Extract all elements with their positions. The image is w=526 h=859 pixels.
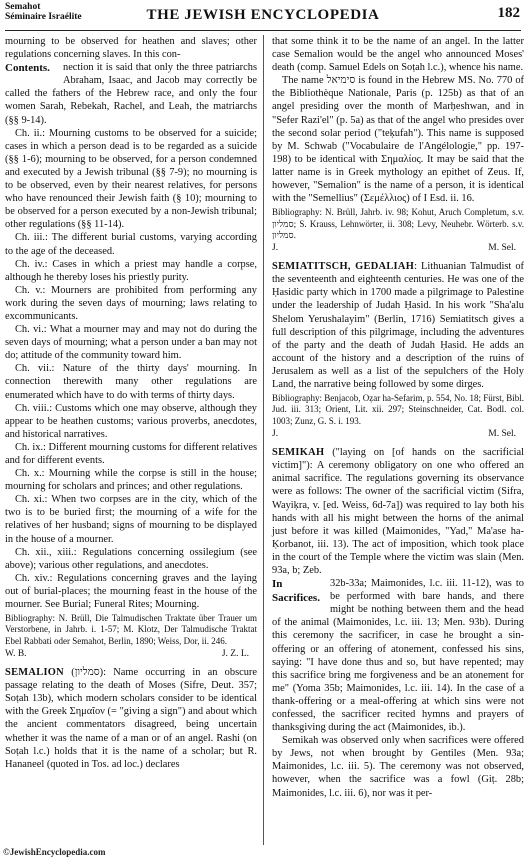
paragraph: nection it is said that only the three patriarchs Abraham, Isaac, and Jacob may correctly be called the fathers of the Hebrew race, and only the four women Sarah, Rebekah, Rachel, and Leah, the matriarchs (§§ 9-14). xyxy=(5,62,257,126)
paragraph: Ch. vi.: What a mourner may and may not do during the seven days of mourning; what a person under a ban may not do; attitude of the community toward him. xyxy=(5,324,257,362)
paragraph: The name סימיאל is found in the Hebrew MS. No. 770 of the Bibliothèque Nationale, Paris (p. 125b) as that of an angel presiding over the month of Marḥeshwan, and in "Sefer Razi'el" (p. 5a) as that of the angel who presides over the second solar period ("teḳufah"). This name is supposed by M. Schwab ("Vocabulaire de l'Angélologie," pp. 197-198) to be identical with Σημαλίος. It may be said that the latter name is in Greek mythology an epithet of Zeus. If, however, "Semalion" is the name of a person, it is identical with the "Semellius" (Σεμέλλιος) of I Esd. ii. 16. xyxy=(272,75,524,205)
entry-semiatitsch xyxy=(272,260,524,391)
paragraph: Ch. xi.: When two corpses are in the city, which of the two is to be buried first; the mourning of a wife for the relatives of her husband; signs of mourning to be displayed in the house of a mourner. xyxy=(5,494,257,545)
margin-note: In Sacrifices. xyxy=(272,578,320,605)
entry-title: SEMALION xyxy=(5,667,64,679)
paragraph: Ch. ix.: Different mourning customs for different relatives and for different events. xyxy=(5,441,257,466)
bibliography: Bibliography: Benjacob, Oẓar ha-Sefarim, p. 554, No. 18; Fürst, Bibl. Jud. iii. 313; Orient, Lit. xii. 297; Steinschneider, Cat. Bodl. col. 1003; Zunz, G. S. i. 193. xyxy=(272,393,524,426)
entry-semikah xyxy=(272,446,524,577)
bibliography: Bibliography: N. Brüll, Die Talmudischen Traktate über Trauer um Verstorbene, in Jahrb. i. 1-57; M. Klotz, Der Talmudische Traktat Ebel Rabbati oder Semahot, Berlin, 1890; Weiss, Dor, ii. 246. xyxy=(5,613,257,646)
paragraph: Ch. vii.: Nature of the thirty days' mourning. In connection therewith many other regulations are enumerated which have to do with terms of thirty days. xyxy=(5,363,257,401)
signature-left: J. xyxy=(272,243,279,254)
left-column xyxy=(5,35,257,771)
column-divider xyxy=(263,35,264,845)
entry-semalion xyxy=(5,666,257,771)
margin-note: Contents. xyxy=(5,62,50,75)
paragraph: 32b-33a; Maimonides, l.c. iii. 11-12), was to be performed with bare hands, and there might be nothing between them and the head of the animal (Maimonides, l.c. iii. 13; Men. 93b). During this ceremony the sacrificer, in case he brought a sin-offering or an offering of atonement, confessed his sins, saying: "I have done thus and so, but have repented; may this sacrifice bring me forgiveness and be an atonement for me" (Yoma 35b; Maimonides, l.c. iii. 14). In the case of a thank-offering or a meal-offering at which sins were not confessed, the sacrificer recited hymns and prayers of thanksgiving during the act (Maimonides, ib.). xyxy=(272,578,524,734)
hebrew-name: (סמליון) xyxy=(71,667,104,679)
signature-left: J. xyxy=(272,429,279,440)
bibliography: Bibliography: N. Brüll, Jahrb. iv. 98; Kohut, Aruch Completum, s.v. סמליון; S. Krauss, Lehnwörter, ii. 308; Levy, Neuhebr. Wörterb. s.v. סמליון. xyxy=(272,207,524,240)
paragraph: that some think it to be the name of an angel. In the latter case Semalion would be the angel who announced Moses' death (comp. Samuel Edels on Soṭah l.c.), whence his name. xyxy=(272,36,524,74)
paragraph: Ch. iii.: The different burial customs, varying according to the age of the deceased. xyxy=(5,232,257,257)
signature-right: J. Z. L. xyxy=(221,649,249,660)
page-number: 182 xyxy=(497,5,520,21)
signature-right: M. Sel. xyxy=(488,243,516,254)
signature-right: M. Sel. xyxy=(488,429,516,440)
paragraph: Ch. v.: Mourners are prohibited from performing any work during the seven days of mourning; laws relating to excommunicants. xyxy=(5,284,257,322)
page-title: THE JEWISH ENCYCLOPEDIA xyxy=(146,7,380,23)
entry-title: SEMIATITSCH, GEDALIAH xyxy=(272,261,415,273)
copyright-footer: ©JewishEncyclopedia.com xyxy=(3,847,106,857)
right-column xyxy=(272,35,524,800)
entry-range-bottom: Séminaire Israélite xyxy=(5,12,82,22)
paragraph: Ch. viii.: Customs which one may observe, although they appear to be heathen customs; various proverbs, anecdotes, and historical narratives. xyxy=(5,402,257,440)
paragraph: Ch. ii.: Mourning customs to be observed for a suicide; cases in which a person dead is to be regarded as a suicide (§§ 1-6); mourning to be observed, for a person condemned and executed by a Jewish tribunal (§§ 7-9); no mourning is to be observed, even by their nearest relatives, for persons who have renounced their Jewish faith (§ 10); mourning to be observed for a person executed by a non-Jewish tribunal; other regulations (§§ 11-14). xyxy=(5,127,257,231)
signature xyxy=(5,648,257,661)
paragraph: Semikah was observed only when sacrifices were offered by Jews, not when brought by Gentiles (Men. 93a; Maimonides, l.c. iii. 5). The ceremony was not observed, however, when the sacrifice was a fowl (Giṭ. 28b; Maimonides, l.c. iii. 6), nor was it per- xyxy=(272,735,524,799)
signature-left: W. B. xyxy=(5,649,27,660)
signature xyxy=(272,428,524,441)
entry-title: SEMIKAH xyxy=(272,447,325,459)
signature xyxy=(272,242,524,255)
entry-range-top: Semahot xyxy=(5,2,41,12)
paragraph: Ch. xii., xiii.: Regulations concerning ossilegium (see above); various other regulations, and anecdotes. xyxy=(5,546,257,571)
paragraph: mourning to be observed for heathen and slaves; other regulations concerning slaves. In this con- xyxy=(5,36,257,61)
paragraph: Ch. x.: Mourning while the corpse is still in the house; mourning for scholars and princes; and other regulations. xyxy=(5,468,257,493)
entry-text: : Name occurring in an obscure passage relating to the death of Moses (Sifre, Deut. 357; Soṭah 13b), which modern scholars consider to be identical with the Greek Σημαῖον (= "giving a sign") and about which the ancient commentators disagreed, being uncertain whether it was the name of a man or of an angel. Rashi (on Soṭah l.c.) holds that it is the name of a scholar; but R. Hananeel (quoted in Tos. ad loc.) declares xyxy=(5,667,257,770)
entry-text: ("laying on [of hands on the sacrificial victim]"): A ceremony obligatory on one who offered an animal sacrifice. The regulations governing its observance were as follows: The owner of the sacrificial victim (Sifra, Wayiḳra, v. [ed. Weiss, 6d-7a]) was required to lay both his hands with all his might between the horns of the animal just before it was killed (Maimonides, "Yad," Ma'ase ha-Ḳorbanot, iii. 13). The act of imposition, which took place in the court of the Temple where the victim was slain (Men. 93a, b; Zeb. xyxy=(272,447,524,576)
page-header xyxy=(0,0,526,34)
paragraph: Ch. xiv.: Regulations concerning graves and the laying out of burial-places; the mourning feast in the house of the mourner. See Burial; Funeral Rites; Mourning. xyxy=(5,572,257,611)
header-rule xyxy=(5,30,521,31)
entry-text: : Lithuanian Talmudist of the seventeenth and eighteenth centuries. He was one of the Ḥasidic party which in 1700 made a pilgrimage to Palestine under the leadership of Judah Ḥasid. In his work "Sha'alu Shelom Yerushalayim" (Berlin, 1716) Semiatitsch gives a full description of this pilgrimage, including the adventures of the party and the death of Judah Ḥasid. He adds an account of the history and a description of the ruins of Jerusalem as well as a list of the sepulchers of the Holy Land, the narrative being followed by some dirges. xyxy=(272,261,524,391)
paragraph: Ch. iv.: Cases in which a priest may handle a corpse, although he thereby loses his priestly purity. xyxy=(5,258,257,283)
